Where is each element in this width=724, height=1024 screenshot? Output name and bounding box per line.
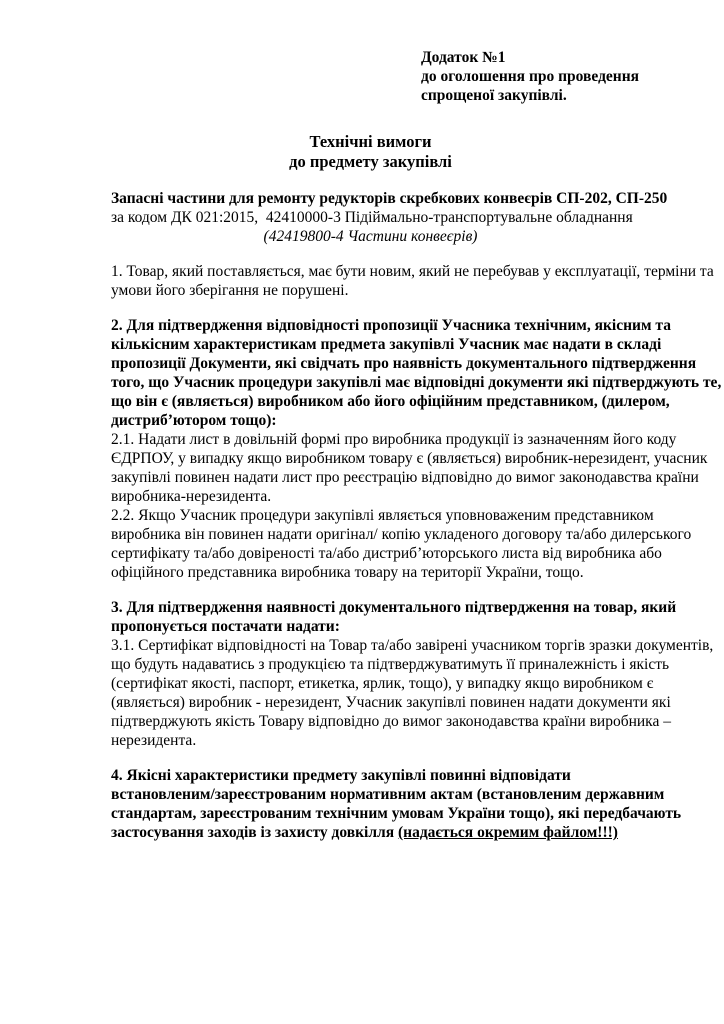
annex-header-line: Додаток №1	[421, 49, 506, 66]
paragraph-3	[111, 598, 677, 636]
paragraph-3-1	[111, 636, 714, 750]
subject-block	[111, 189, 668, 246]
paragraphs	[111, 262, 722, 842]
text-line	[111, 823, 630, 842]
text-line: (являється) виробник - нерезидент, Учасник закупівлі повинен надати документи які	[111, 694, 671, 711]
annex-header-line: спрощеної закупівлі.	[421, 87, 567, 104]
annex-header	[421, 48, 640, 105]
text-line: кількісним характеристикам предмета закупівлі Учасник має надати в складі	[111, 336, 662, 353]
text-line: 3. Для підтвердження наявності документального підтвердження на товар, який	[111, 599, 677, 616]
text-line: виробника-нерезидента.	[111, 488, 272, 505]
underlined-text-run: (надається окремим файлом!!!)	[397, 824, 618, 841]
text-line: 2.1. Надати лист в довільній формі про виробника продукції із зазначенням його коду	[111, 431, 677, 448]
paragraph-4	[111, 766, 682, 842]
text-line: офіційного представника виробника товару на території України, тощо.	[111, 564, 584, 581]
text-line: 3.1. Сертифікат відповідності на Товар та/або завірені учасником торгів зразки документів,	[111, 637, 714, 654]
text-line: умови його зберігання не порушені.	[111, 282, 349, 299]
text-line: 4. Якісні характеристики предмету закупівлі повинні відповідати	[111, 767, 571, 784]
paragraph-2-2	[111, 506, 692, 582]
text-run: застосування заходів із захисту довкілля	[111, 824, 398, 841]
text-line: того, що Учасник процедури закупівлі має відповідні документи які підтверджують те,	[111, 374, 722, 391]
text-line: підтверджують якість Товару відповідно до вимог законодавства країни виробника –	[111, 713, 671, 730]
text-line: пропозиції Документи, які свідчать про наявність документального підтвердження	[111, 355, 697, 372]
text-line: пропонується постачати надати:	[111, 618, 340, 635]
text-line: дистриб’ютором тощо):	[111, 412, 277, 429]
text-line: що він є (являється) виробником або його офіційним представником, (дилером,	[111, 393, 670, 410]
text-line: (сертифікат якості, паспорт, етикетка, ярлик, тощо), у випадку якщо виробником є	[111, 675, 654, 692]
text-line: виробника він повинен надати оригінал/ копію укладеного договору та/або дилерського	[111, 526, 692, 543]
document-title	[111, 132, 630, 172]
text-line: стандартам, зареєстрованим технічним умовам України тощо), які передбачають	[111, 805, 682, 822]
text-line: встановленим/зареєстрованим нормативним актам (встановленим державним	[111, 786, 665, 803]
text-line: сертифікату та/або довіреності та/або дистриб’юторського листа від виробника або	[111, 545, 662, 562]
subject-name: Запасні частини для ремонту редукторів скребкових конвеєрів СП-202, СП-250	[111, 190, 668, 207]
text-line: 2. Для підтвердження відповідності пропозиції Учасника технічним, якісним та	[111, 317, 671, 334]
paragraph-2	[111, 316, 722, 430]
document-title-line: до предмету закупівлі	[289, 152, 452, 171]
paragraph-2-1	[111, 430, 708, 506]
subject-code: за кодом ДК 021:2015, 42410000-3 Підіймально-транспортувальне обладнання	[111, 209, 633, 226]
text-line: нерезидента.	[111, 732, 197, 749]
subject-code-detail: (42419800-4 Частини конвеєрів)	[263, 228, 478, 245]
paragraph-1	[111, 262, 714, 300]
text-line: що будуть надаватись з продукцією та підтверджуватимуть її приналежність і якість	[111, 656, 670, 673]
text-line: 2.2. Якщо Учасник процедури закупівлі являється уповноваженим представником	[111, 507, 654, 524]
text-line: 1. Товар, який поставляється, має бути новим, який не перебував у експлуатації, терміни та	[111, 263, 714, 280]
text-line: ЄДРПОУ, у випадку якщо виробником товару є (являється) виробник-нерезидент, учасник	[111, 450, 708, 467]
document-title-line: Технічні вимоги	[309, 132, 432, 151]
text-line: закупівлі повинен надати лист про реєстрацію відповідно до вимог законодавства країни	[111, 469, 699, 486]
annex-header-line: до оголошення про проведення	[421, 68, 640, 85]
